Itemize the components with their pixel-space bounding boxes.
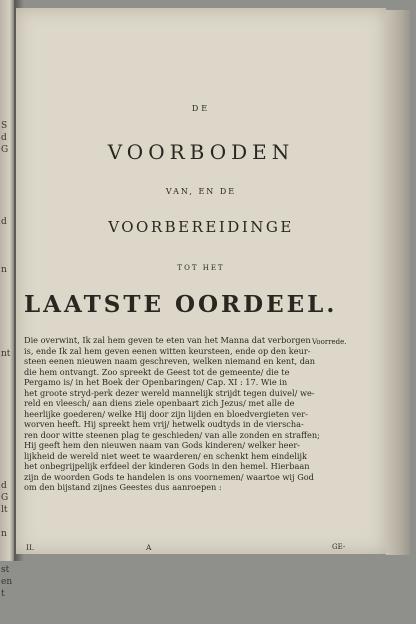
page-stack-edge	[386, 10, 410, 555]
margin-note: Voorrede.	[312, 338, 347, 346]
signature-mark-left: II.	[26, 543, 35, 552]
body-text	[24, 335, 324, 493]
body-line: reld en vleesch/ aan diens ziele openbaart zich Jezus/ met alle de	[24, 398, 295, 408]
title-de: DE	[191, 104, 211, 113]
body-line: heerlijke goederen/ welke Hij door zijn lijden en bloedvergieten ver-	[24, 408, 308, 419]
body-line: ren door witte steenen plag te geschieden/ van alle zonden en straffen;	[24, 429, 320, 440]
book-page	[16, 8, 386, 554]
body-line: het groote stryd-perk dezer wereld mannelijk strijdt tegen duivel/ we-	[24, 387, 315, 398]
title-voorbereidinge: VOORBEREIDINGE	[108, 218, 294, 236]
body-line: die hem ontvangt. Zoo spreekt de Geest tot de gemeente/ die te	[24, 366, 290, 377]
body-line: het onbegrijpelijk erfdeel der kinderen Gods in den hemel. Hierbaan	[24, 461, 310, 471]
signature-mark: A	[146, 543, 152, 552]
body-line: worven heeft. Hij spreekt hem vrij/ hetwelk oudtyds in de vierscha-	[24, 419, 304, 429]
body-line: Pergamo is/ in het Boek der Openbaringen/ Cap. XI : 17. Wie in	[24, 377, 288, 387]
body-line: lijkheid de wereld niet weet te waarderen/ en schenkt hem eindelijk	[24, 450, 308, 461]
body-line: Die overwint, Ik zal hem geven te eten van het Manna dat verborgen	[24, 335, 311, 345]
title-laatste-oordeel: LAATSTE OORDEEL.	[24, 291, 338, 318]
previous-page-edge	[0, 0, 14, 599]
previous-page-text-fragments: S d G d n nt d G lt n st en t	[1, 121, 13, 599]
catchword: GE-	[332, 543, 346, 551]
title-tot-het: TOT HET	[177, 264, 225, 272]
body-line: is, ende Ik zal hem geven eenen witten keursteen, ende op den keur-	[24, 345, 311, 356]
title-van-en-de: VAN, EN DE	[165, 187, 237, 196]
body-line: Hij geeft hem den nieuwen naam van Gods kinderen/ welker heer-	[24, 440, 301, 450]
body-line: om den bijstand zijnes Geestes dus aanroepen :	[24, 482, 222, 492]
body-line: zijn de woorden Gods te handelen is ons voornemen/ waartoe wij God	[24, 471, 314, 482]
body-line: steen eenen nieuwen naam geschreven, welken niemand en kent, dan	[24, 356, 316, 366]
title-voorboden: VOORBODEN	[107, 140, 295, 164]
